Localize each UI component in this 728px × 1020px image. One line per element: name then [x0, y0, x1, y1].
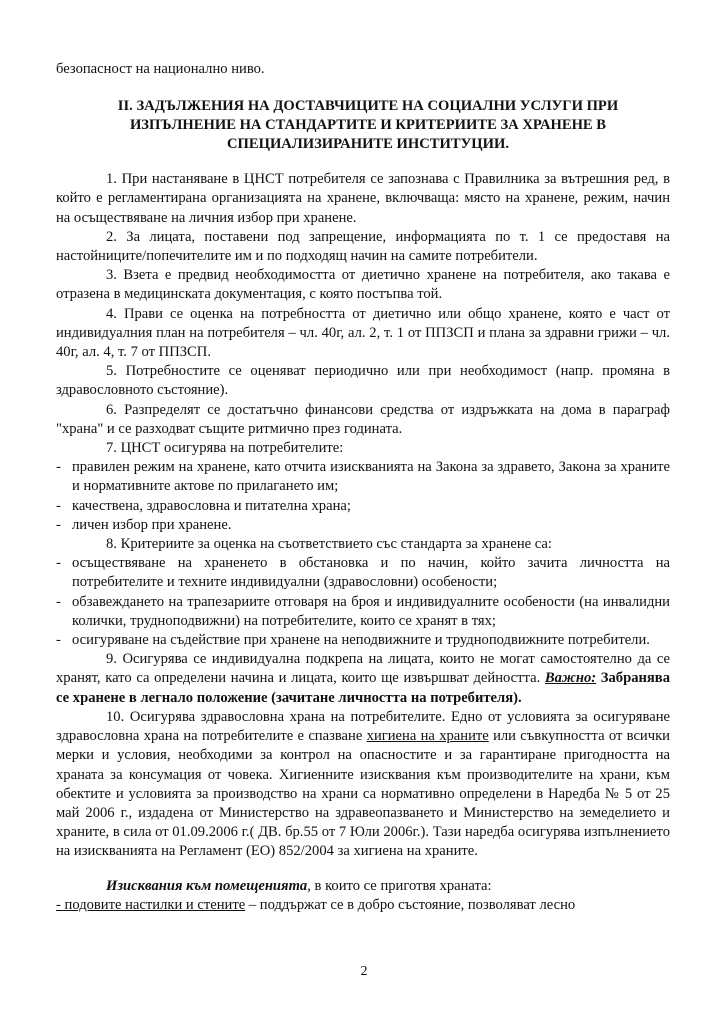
list-item: - правилен режим на хранене, като отчита изискванията на Закона за здравето, Закона за храните и нормативните актове по прилагането им; [56, 459, 670, 495]
paragraph-8: 8. Критериите за оценка на съответствието със стандарта за хранене са: [106, 536, 552, 553]
list-7 [56, 458, 670, 535]
paragraph-1: 1. При настаняване в ЦНСТ потребителя се запознава с Правилника за вътрешния ред, в който е регламентирана организацията на хранене, включваща: място на хранене, режим, начин на осъществяване на личния избор при хранене. [56, 171, 670, 226]
list-item: - качествена, здравословна и питателна храна; [56, 497, 351, 514]
important-text: Забранява се хранене в легнало положение (зачитане личността на потребителя). [56, 670, 670, 706]
intro-line: безопасност на национално ниво. [56, 61, 265, 77]
list-item: - личен избор при хранене. [56, 516, 232, 533]
list-item: - осъществяване на храненето в обстановка и по начин, който зачита личността на потребителите и техните индивидуални (здравословни) особености; [56, 555, 670, 591]
document-page [56, 60, 670, 915]
section-heading [106, 97, 630, 154]
paragraph-10: 10. Осигурява здравословна храна на потребителите. Едно от условията за осигуряване здравословна храна на потребителите е спазване хигиена на храните или съвкупността от всички мерки и условия, необходими за контрол на опасностите и за гарантиране пригодността на храната за консумация от човека. Хигиенните изисквания към производителите на храни, към обектите и условията за производство на храни са нормативно определени в Наредба № 5 от 25 май 2006 г., издадена от Министерство на здравеопазването и Министерство на земеделието и храните, в сила от 01.09.2006 г.( ДВ. бр.55 от 7 Юли 2006г.). Тази наредба осигурява изпълнението на изискванията на Регламент (ЕО) 852/2004 за хигиена на храните. [56, 708, 670, 860]
paragraph-2: 2. За лицата, поставени под запрещение, информацията по т. 1 се предоставя на настойниците/попечителите им и по подходящ начин на самите потребители. [56, 228, 670, 265]
paragraph-7: 7. ЦНСТ осигурява на потребителите: [106, 440, 344, 457]
page-number: 2 [360, 964, 368, 979]
paragraph-4: 4. Прави се оценка на потребността от диетично или общо хранене, която е част от индивидуалния план на потребителя – чл. 40г, ал. 2, т. 1 от ППЗСП и плана за здравни грижи – чл. 40г, ал. 4, т. 7 от ППЗСП. [56, 305, 670, 361]
hygiene-term: хигиена на храните [366, 728, 489, 745]
important-label: Важно: [544, 670, 597, 687]
last-line: - подовите настилки и стените – поддържат се в добро състояние, позволяват лесно [56, 896, 576, 913]
heading-line-3: СПЕЦИАЛИЗИРАНИТЕ ИНСТИТУЦИИ. [226, 136, 510, 153]
list-8 [56, 554, 670, 650]
paragraph-5: 5. Потребностите се оценяват периодично или при необходимост (напр. промяна в здравословното състояние). [56, 363, 670, 399]
heading-line-2: ИЗПЪЛНЕНИЕ НА СТАНДАРТИТЕ И КРИТЕРИИТЕ ЗА ХРАНЕНЕ В [129, 117, 607, 134]
requirements-heading: Изисквания към помещенията, в които се приготвя храната: [106, 877, 492, 894]
paragraph-9: 9. Осигурява се индивидуална подкрепа на лицата, които не могат самостоятелно да се хранят, като са определени начина и лицата, които ще извършват дейността. Важно: Забранява се хранене в легнало положение (зачитане личността на потребителя). [56, 651, 670, 706]
paragraph-3: 3. Взета е предвид необходимостта от диетично хранене на потребителя, ако такава е отразена в медицинската документация, с която постъпва той. [56, 267, 670, 303]
heading-line-1: II. ЗАДЪЛЖЕНИЯ НА ДОСТАВЧИЦИТЕ НА СОЦИАЛНИ УСЛУГИ ПРИ [117, 98, 619, 115]
floors-walls-term: - подовите настилки и стените [56, 896, 246, 913]
paragraph-6: 6. Разпределят се достатъчно финансови средства от издръжката на дома в параграф "храна" и се разходват същите ритмично през годината. [56, 401, 670, 437]
requirements-label: Изисквания към помещенията [106, 877, 308, 894]
list-item: - обзавеждането на трапезариите отговаря на броя и индивидуалните особености (на инвалидни колички, трудноподвижни) на потребителите, които се хранят в тях; [56, 593, 670, 629]
list-item: - осигуряване на съдействие при хранене на неподвижните и трудноподвижните потребители. [56, 632, 650, 649]
